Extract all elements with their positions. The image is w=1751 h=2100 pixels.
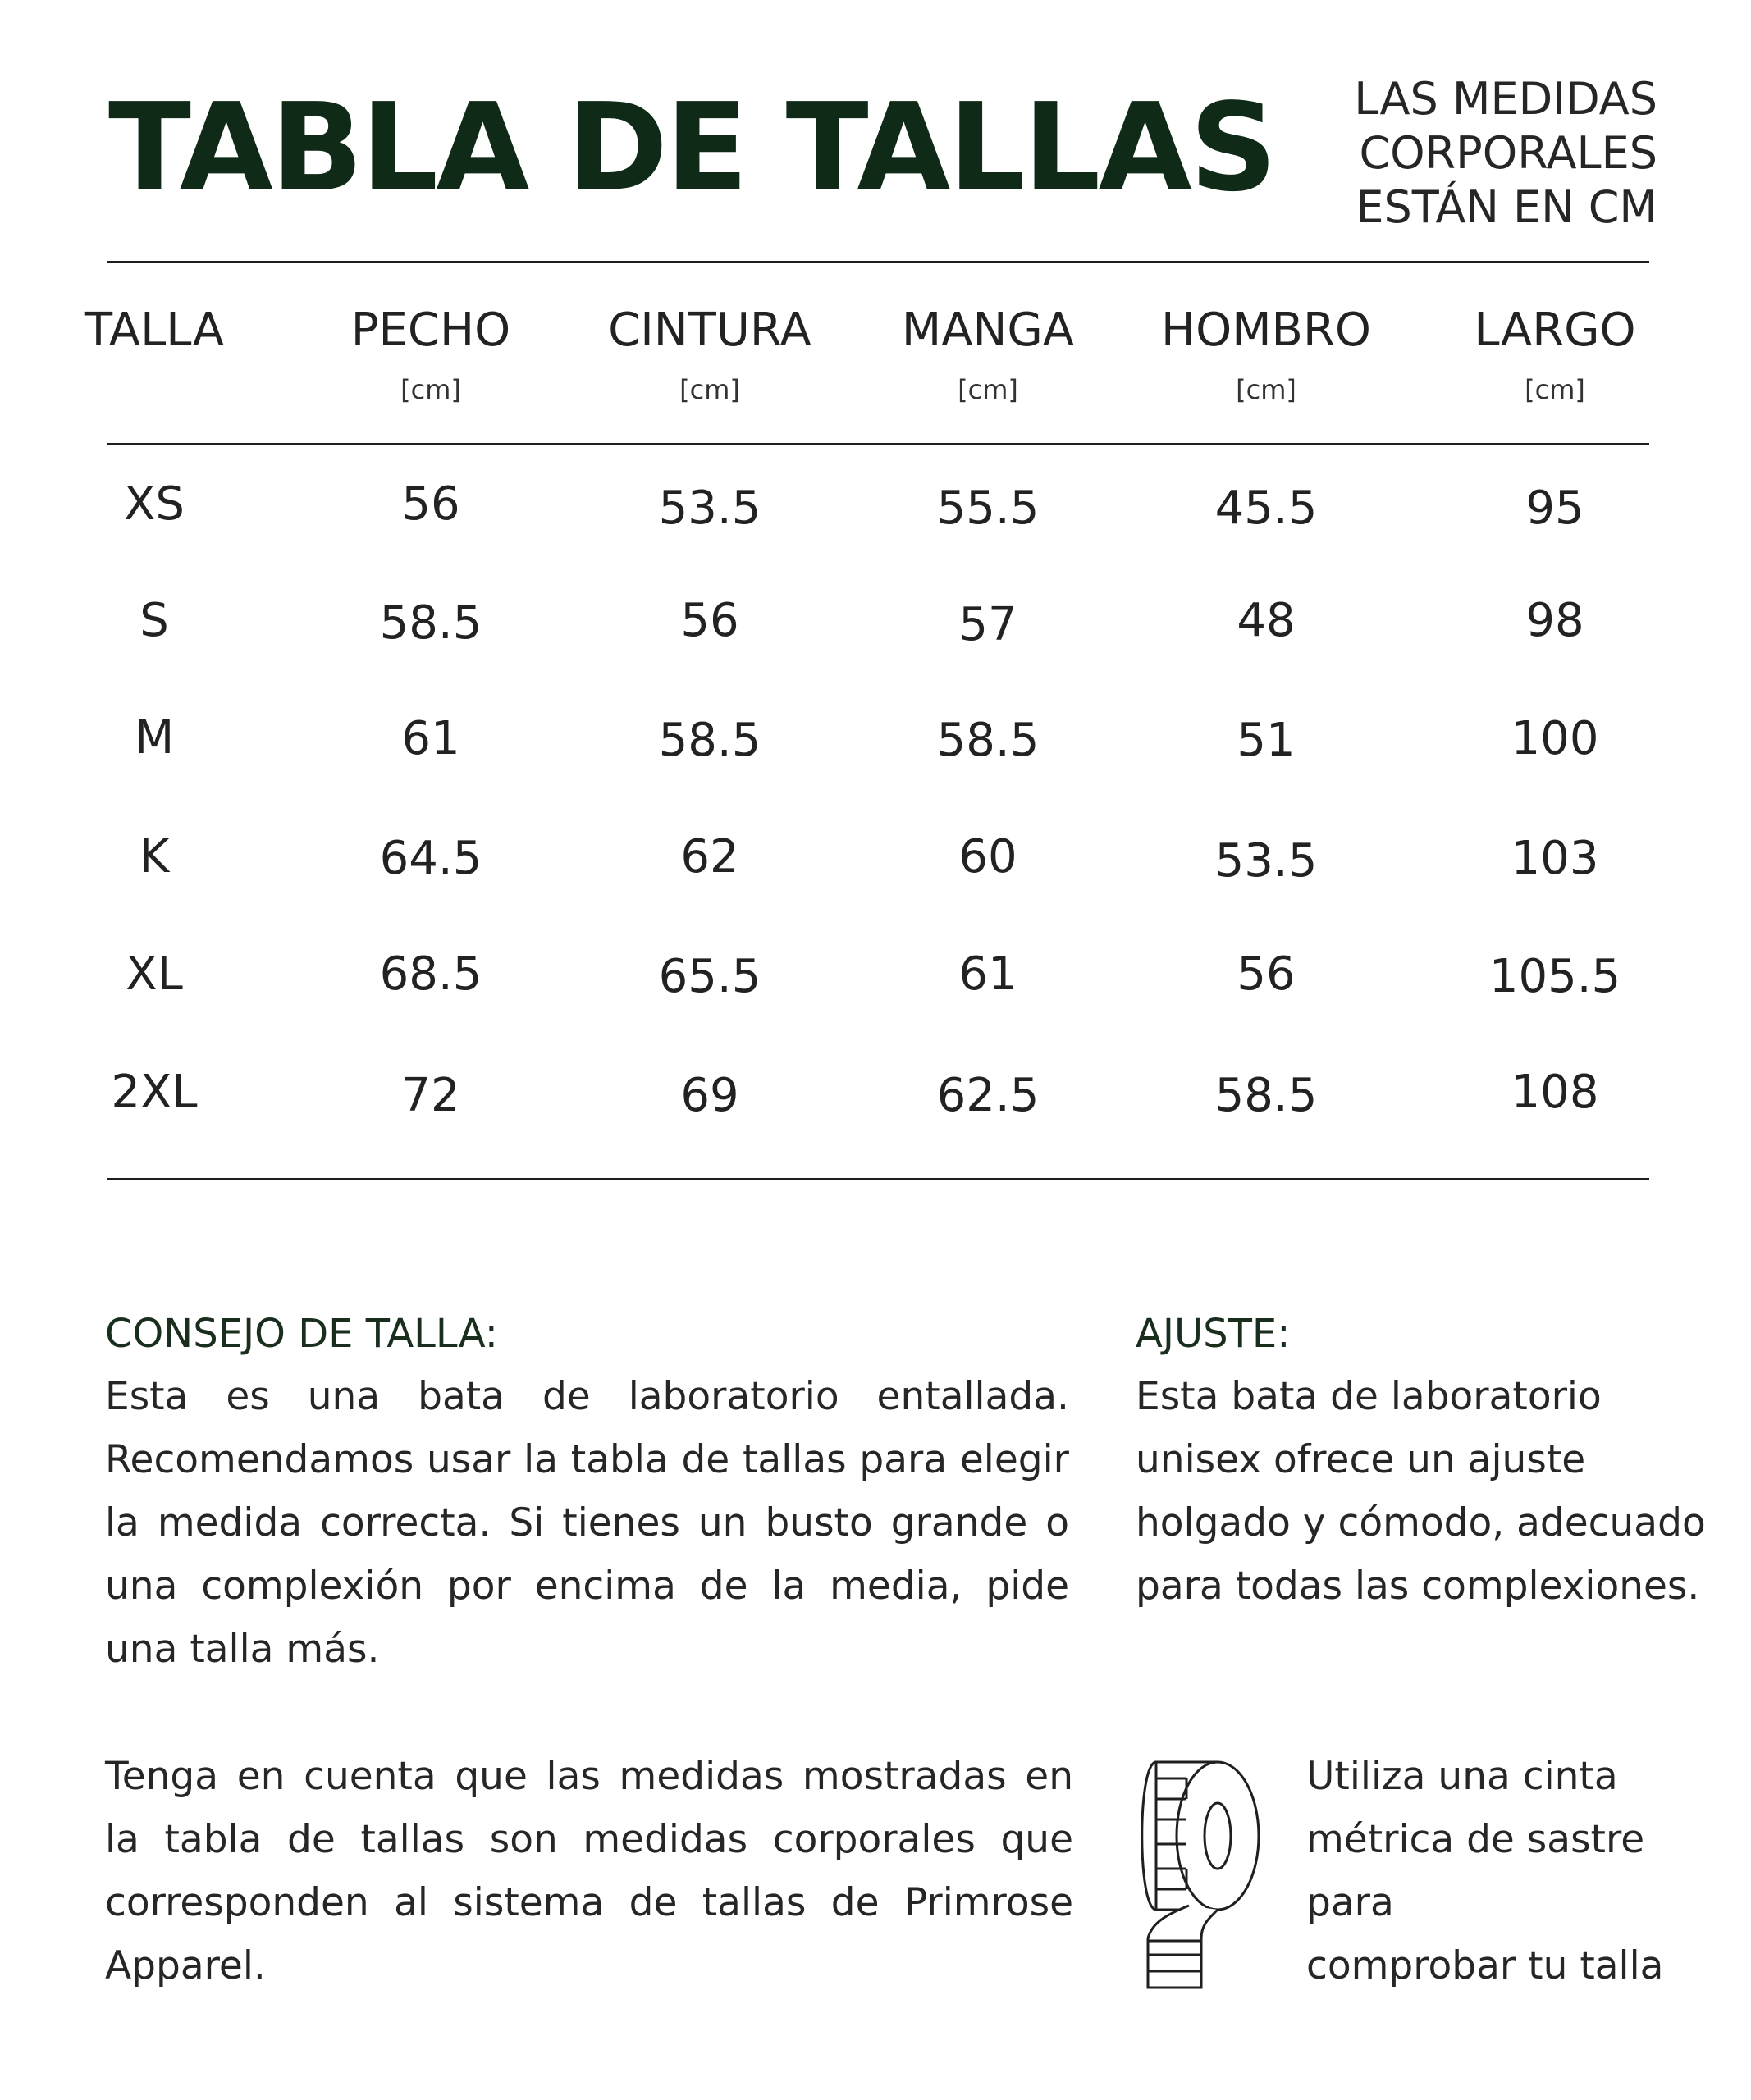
column-unit: [cm] xyxy=(1236,374,1296,405)
column-header-hombro: HOMBRO xyxy=(1161,304,1371,357)
table-cell: 61 xyxy=(401,712,460,765)
divider-bottom xyxy=(107,1178,1649,1180)
table-cell: 58.5 xyxy=(658,714,761,767)
table-cell: 100 xyxy=(1511,712,1599,765)
table-cell: 61 xyxy=(958,947,1017,1001)
page-title: TABLA DE TALLAS xyxy=(108,77,1275,218)
fit-text-line: para todas las complexiones. xyxy=(1136,1564,1700,1609)
table-cell-size: S xyxy=(139,594,169,647)
table-cell: 72 xyxy=(401,1069,460,1122)
tape-tip-text xyxy=(1306,1745,1733,1997)
units-note-line: LAS MEDIDAS xyxy=(1354,73,1657,125)
table-cell: 51 xyxy=(1237,714,1296,767)
measurement-note: Tenga en cuenta que las medidas mostradas en la tabla de tallas son medidas corporales que corresponden al sistema de tallas de Primrose Apparel. xyxy=(105,1754,1073,1988)
table-cell: 68.5 xyxy=(379,947,482,1001)
fit-text-line: unisex ofrece un ajuste xyxy=(1136,1437,1586,1482)
table-cell-size: M xyxy=(134,711,175,765)
advice-text: Esta es una bata de laboratorio entallada. Recomendamos usar la tabla de tallas para elegir la medida correcta. Si tienes un busto grande o una complexión por encima de la media, pide una talla más. xyxy=(105,1374,1069,1672)
table-cell: 60 xyxy=(958,830,1017,883)
advice-title: CONSEJO DE TALLA: xyxy=(105,1311,498,1357)
measuring-tape-icon xyxy=(1136,1754,1267,1992)
tape-tip-line: Utiliza una cinta xyxy=(1306,1754,1618,1799)
table-cell: 105.5 xyxy=(1488,950,1621,1003)
column-unit: [cm] xyxy=(958,374,1018,405)
units-note xyxy=(1354,72,1657,235)
fit-text-line: Esta bata de laboratorio xyxy=(1136,1374,1602,1419)
table-cell: 58.5 xyxy=(936,714,1040,767)
fit-title: AJUSTE: xyxy=(1136,1311,1291,1357)
table-cell: 57 xyxy=(958,598,1017,651)
table-cell-size: XL xyxy=(126,947,183,1001)
column-header-manga: MANGA xyxy=(901,304,1075,357)
table-cell-size: K xyxy=(139,830,170,883)
table-cell: 45.5 xyxy=(1214,482,1318,535)
column-unit: [cm] xyxy=(400,374,461,405)
table-cell: 103 xyxy=(1511,832,1599,885)
table-cell-size: 2XL xyxy=(111,1066,198,1119)
column-header-pecho: PECHO xyxy=(350,304,511,357)
table-cell: 56 xyxy=(401,477,460,531)
tape-tip-line: comprobar tu talla xyxy=(1306,1943,1664,1988)
table-cell: 56 xyxy=(680,594,739,647)
units-note-line: CORPORALES xyxy=(1359,127,1657,179)
table-cell: 53.5 xyxy=(1214,834,1318,888)
table-cell: 98 xyxy=(1525,594,1584,647)
table-cell: 69 xyxy=(680,1069,739,1122)
table-cell: 48 xyxy=(1237,594,1296,647)
column-unit: [cm] xyxy=(679,374,740,405)
column-header-talla: TALLA xyxy=(84,304,225,357)
table-cell: 58.5 xyxy=(379,596,482,650)
table-cell: 62.5 xyxy=(936,1069,1040,1122)
column-unit: [cm] xyxy=(1525,374,1585,405)
table-cell: 56 xyxy=(1237,947,1296,1001)
table-cell: 62 xyxy=(680,830,739,883)
table-cell: 55.5 xyxy=(936,482,1040,535)
table-cell: 108 xyxy=(1511,1066,1599,1119)
fit-text-line: holgado y cómodo, adecuado xyxy=(1136,1500,1706,1545)
table-cell: 95 xyxy=(1525,482,1584,535)
units-note-line: ESTÁN EN CM xyxy=(1356,181,1657,233)
table-cell: 65.5 xyxy=(658,950,761,1003)
divider-top xyxy=(107,261,1649,263)
column-header-largo: LARGO xyxy=(1474,304,1636,357)
fit-text xyxy=(1136,1365,1710,1618)
table-cell: 53.5 xyxy=(658,482,761,535)
divider-header xyxy=(107,443,1649,445)
column-header-cintura: CINTURA xyxy=(608,304,811,357)
table-cell: 64.5 xyxy=(379,832,482,885)
tape-tip-line: métrica de sastre para xyxy=(1306,1817,1645,1925)
table-cell-size: XS xyxy=(124,477,185,531)
table-cell: 58.5 xyxy=(1214,1069,1318,1122)
